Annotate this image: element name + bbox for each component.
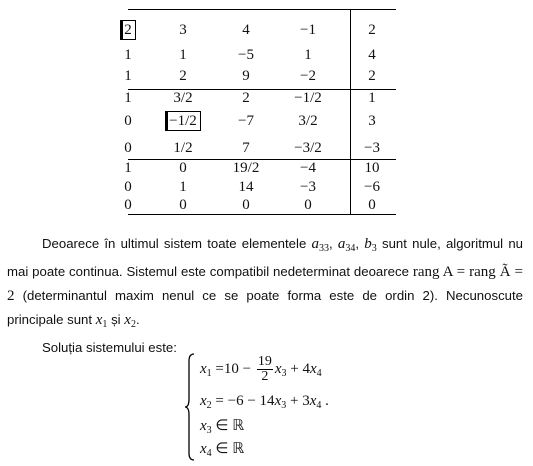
matrix-cell: 19/2 (232, 160, 260, 176)
matrix-cell: 0 (124, 197, 132, 213)
math-b3: $b_3$ (364, 236, 377, 254)
math-x1: $x_1$ (95, 312, 108, 330)
matrix-cell: 4 (368, 47, 376, 63)
matrix-cell: 0 (179, 197, 187, 213)
matrix-cell: 3 (179, 22, 187, 38)
matrix-cell: 1/2 (173, 140, 193, 156)
matrix-cell: 1 (304, 47, 312, 63)
matrix-cell: −1/2 (294, 90, 322, 106)
math-a34: $a_{34}$ (337, 236, 356, 254)
matrix-cell: 9 (242, 68, 250, 84)
table-top-rule (128, 9, 396, 10)
matrix-cell: 1 (179, 47, 187, 63)
matrix-cell: 0 (124, 113, 132, 129)
matrix-cell: 7 (242, 140, 250, 156)
matrix-cell: −3/2 (294, 140, 322, 156)
matrix-cell: 14 (238, 179, 254, 195)
comma: , (329, 236, 333, 251)
matrix-cell: 2 (368, 22, 376, 38)
matrix-cell: 4 (242, 22, 250, 38)
matrix-cell: 3 (368, 113, 376, 129)
matrix-cell: 3/2 (298, 113, 318, 129)
matrix-cell: 2 (368, 68, 376, 84)
matrix-cell: 1 (124, 47, 132, 63)
pivot-box: 2 (120, 20, 136, 40)
pivot-box: −1/2 (165, 111, 201, 131)
matrix-cell: 0 (179, 160, 187, 176)
equation-4: $x_4$ ∈ ℝ (200, 441, 245, 459)
text-span: și (111, 312, 121, 327)
equation-2: $x_2 = -6 - 14x_3 + 3x_4$ . (200, 393, 329, 411)
matrix-cell: −6 (364, 179, 380, 195)
matrix-cell: 1 (124, 160, 132, 176)
matrix-cell: −7 (238, 113, 254, 129)
solution-system (184, 353, 384, 463)
matrix-cell: 2 (179, 68, 187, 84)
explanation-paragraph (7, 232, 523, 359)
matrix-cell: −2 (300, 68, 316, 84)
solution-intro: Soluția sistemului este: (42, 340, 177, 355)
comma: , (355, 236, 360, 251)
matrix-cell (108, 22, 148, 38)
augmented-column-divider (350, 9, 351, 215)
equation-3: $x_3$ ∈ ℝ (200, 418, 245, 436)
math-x2: $x_2$ (124, 312, 136, 330)
matrix-cell: 1 (368, 90, 376, 106)
text-span: (determinantul maxim nenul ce se poate forma este de ordin 2). Necunoscute principale sunt (7, 288, 523, 327)
matrix-cell: −3 (364, 140, 380, 156)
matrix-cell: 2 (242, 90, 250, 106)
matrix-cell: 1 (124, 90, 132, 106)
matrix-cell: −4 (300, 160, 316, 176)
text-span: Deoarece în ultimul sistem toate elementele (42, 236, 307, 251)
matrix-cell: −1 (300, 22, 316, 38)
left-brace-icon (184, 353, 196, 461)
period: . (135, 312, 140, 327)
table-bottom-rule (128, 214, 396, 215)
text-span: sunt nule, algoritmul nu mai poate continua. Sistemul este compatibil nedeterminat deoarece (7, 236, 523, 279)
gauss-table (124, 9, 398, 215)
matrix-cell: 1 (179, 179, 187, 195)
matrix-cell: 0 (124, 179, 132, 195)
matrix-cell: −3 (300, 179, 316, 195)
equation-1: $x_1 =10$ − $\frac{19}{2}$ $x_3 + 4x_4$ (200, 354, 322, 384)
matrix-cell: 0 (304, 197, 312, 213)
matrix-cell: −5 (238, 47, 254, 63)
matrix-cell: 0 (242, 197, 250, 213)
matrix-cell: 3/2 (173, 90, 193, 106)
rank-expression: rang A = rang Ã = 2 (7, 264, 524, 304)
matrix-cell: 0 (368, 197, 376, 213)
matrix-cell: 10 (364, 160, 380, 176)
math-a33: $a_{33}$ (311, 236, 329, 254)
matrix-cell: 0 (124, 140, 132, 156)
matrix-cell (163, 113, 203, 129)
fraction: $\frac{19}{2}$ (257, 354, 272, 384)
matrix-cell: 1 (124, 68, 132, 84)
